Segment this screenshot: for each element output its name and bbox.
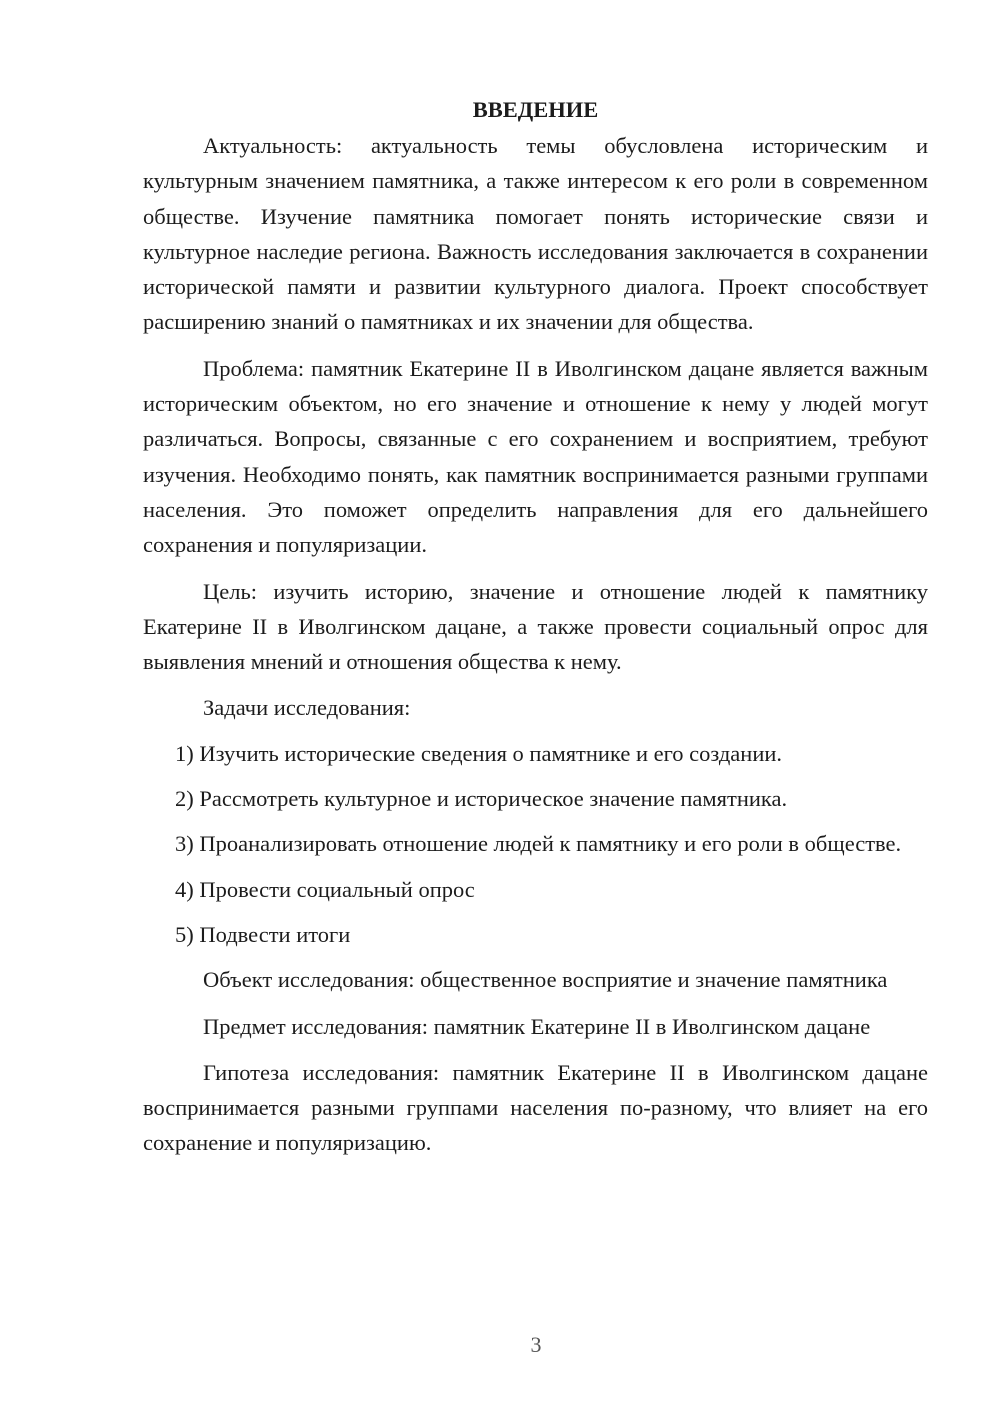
task-item: 5) Подвести итоги (175, 921, 351, 947)
task-item: 4) Провести социальный опрос (175, 876, 475, 902)
relevance-paragraph: Актуальность: актуальность темы обусловлена историческим и культурным значением памятника, а также интересом к его роли в современном обществе. Изучение памятника помогает понять исторические связи и культурное наследие региона. Важность исследования заключается в сохранении исторической памяти и развитии культурного диалога. Проект способствует расширению знаний о памятниках и их значении для общества. (143, 133, 928, 335)
subject-paragraph: Предмет исследования: памятник Екатерине II в Иволгинском дацане (203, 1013, 871, 1039)
tasks-list (143, 736, 928, 952)
hypothesis-paragraph: Гипотеза исследования: памятник Екатерине II в Иволгинском дацане воспринимается разными группами населения по-разному, что влияет на его сохранение и популяризацию. (143, 1059, 928, 1156)
task-item: 3) Проанализировать отношение людей к памятнику и его роли в обществе. (175, 831, 902, 857)
task-item: 2) Рассмотреть культурное и историческое значение памятника. (175, 786, 788, 812)
goal-paragraph: Цель: изучить историю, значение и отношение людей к памятнику Екатерине II в Иволгинском дацане, а также провести социальный опрос для выявления мнений и отношения общества к нему. (143, 578, 928, 675)
page-title: ВВЕДЕНИЕ (472, 97, 599, 122)
task-item: 1) Изучить исторические сведения о памятнике и его создании. (175, 740, 783, 766)
document-page (143, 92, 928, 1172)
object-paragraph: Объект исследования: общественное восприятие и значение памятника (203, 967, 888, 993)
tasks-heading: Задачи исследования: (203, 695, 411, 721)
page-number: 3 (530, 1332, 542, 1357)
problem-paragraph: Проблема: памятник Екатерине II в Иволгинском дацане является важным историческим объектом, но его значение и отношение к нему у людей могут различаться. Вопросы, связанные с его сохранением и восприятием, требуют изучения. Необходимо понять, как памятник воспринимается разными группами населения. Это поможет определить направления для его дальнейшего сохранения и популяризации. (143, 355, 928, 558)
